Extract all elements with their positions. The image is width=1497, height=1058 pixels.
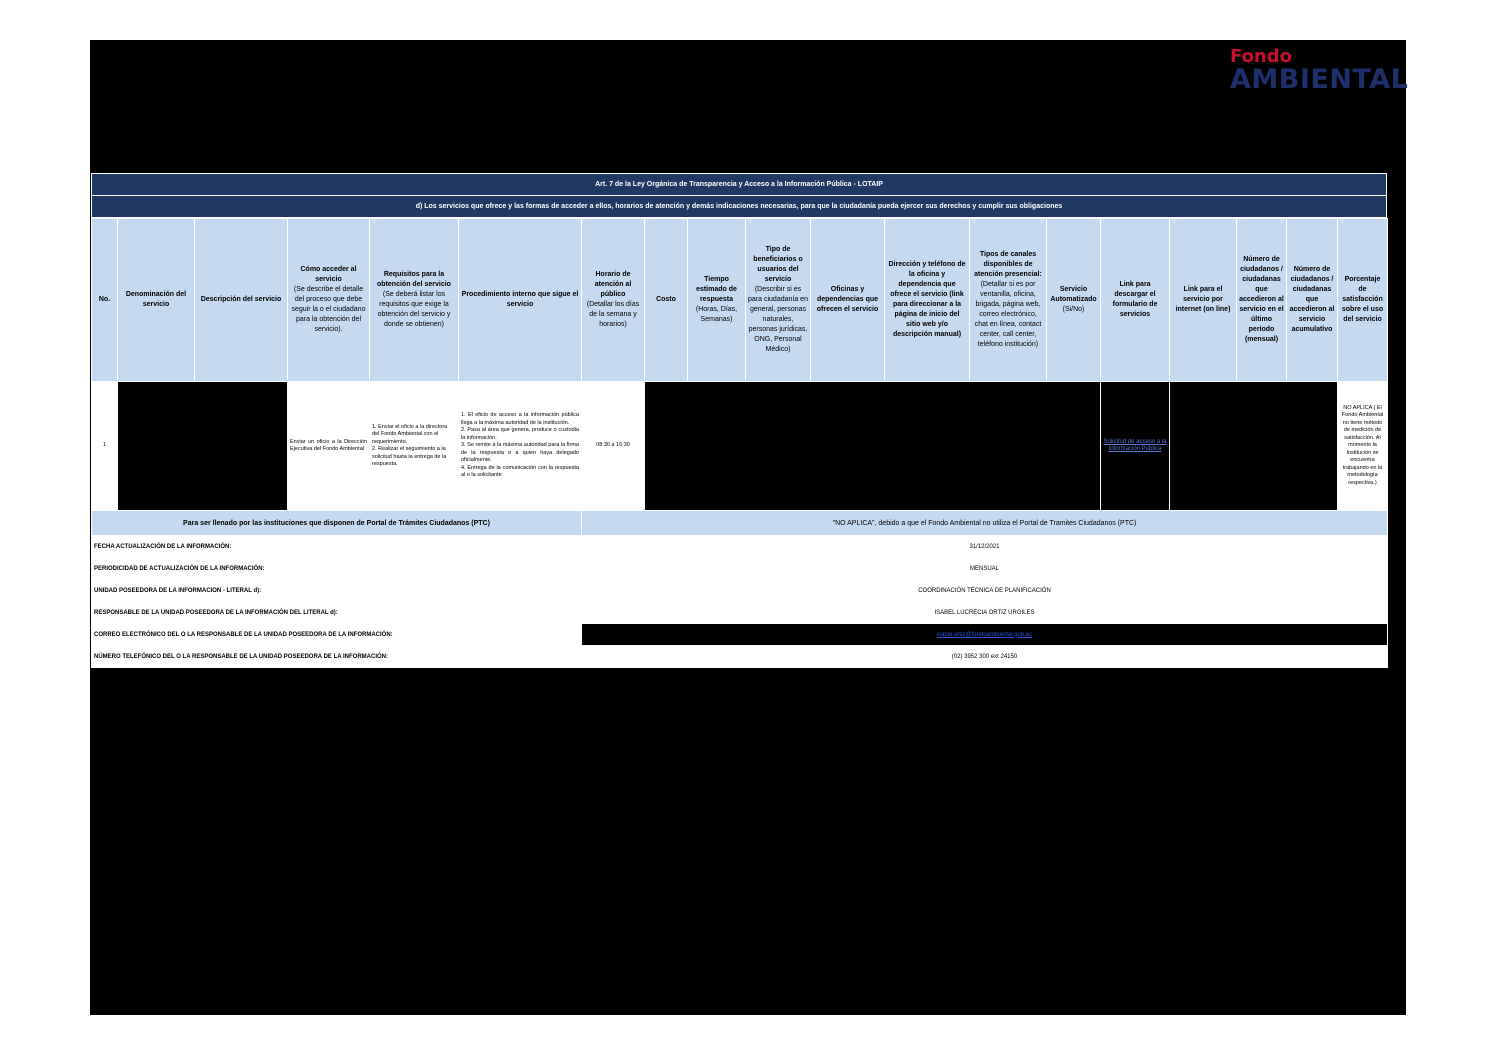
col-header: Oficinas y dependencias que ofrecen el servicio <box>811 219 885 382</box>
col-header: Link para el servicio por internet (on line) <box>1170 219 1237 382</box>
col-header: Denominación del servicio <box>118 219 195 382</box>
ptc-value: "NO APLICA", debido a que el Fondo Ambiental no utiliza el Portal de Tramites Ciudadanos (PTC) <box>582 511 1388 536</box>
metadata-table <box>91 510 1388 668</box>
cell-satisfaccion: NO APLICA ( El Fondo Ambiental no tiene método de medición de satisfacción. Al momento la Institución se encuentra trabajando en la metodología respectiva.) <box>1338 382 1388 511</box>
col-header: Horario de atención al público (Detallar los días de la semana y horarios) <box>582 219 645 382</box>
col-header: Dirección y teléfono de la oficina y dependencia que ofrece el servicio (link para direccionar a la página de inicio del sitio web y/o descripción manual) <box>885 219 970 382</box>
table-subtitle: d) Los servicios que ofrece y las formas de acceder a ellos, horarios de atención y demás indicaciones necesarias, para que la ciudadanía pueda ejercer sus derechos y cumplir sus obligaciones <box>92 196 1387 218</box>
footer-value: MENSUAL <box>582 558 1388 580</box>
footer-value: (02) 3952 300 ext 24150 <box>582 646 1388 668</box>
cell-horario: 08:30 a 16:30 <box>582 382 645 511</box>
footer-label: CORREO ELECTRÓNICO DEL O LA RESPONSABLE DE LA UNIDAD POSEEDORA DE LA INFORMACIÓN: <box>92 624 582 646</box>
cell-no: 1 <box>92 382 118 511</box>
ptc-label: Para ser llenado por las instituciones que disponen de Portal de Trámites Ciudadanos (PTC) <box>92 511 582 536</box>
footer-label: UNIDAD POSEEDORA DE LA INFORMACION - LITERAL d): <box>92 580 582 602</box>
footer-row-telefono <box>92 646 1388 668</box>
col-header: Porcentaje de satisfacción sobre el uso del servicio <box>1338 219 1388 382</box>
services-table <box>91 218 1388 511</box>
cell-procedimiento: 1. El oficio de acceso a la información pública llega a la máxima autoridad de la institución. 2. Pasa al área que genera, produce o custodia la información. 3. Se remite a la máxima autoridad para la firma de la respuesta o a quien haya delegado oficialmente. 4. Entrega de la comunicación con la respuesta al o la solicitante <box>459 382 582 511</box>
table-row <box>92 382 1388 511</box>
footer-row-responsable <box>92 602 1388 624</box>
col-header: Tipo de beneficiarios o usuarios del servicio (Describir si es para ciudadanía en general, personas naturales, personas jurídicas, ONG, Personal Médico) <box>746 219 811 382</box>
col-header: Tipos de canales disponibles de atención presencial: (Detallar si es por ventanilla, oficina, brigada, página web, correo electrónico, chat en línea, contact center, call center, teléfono institución) <box>970 219 1047 382</box>
footer-row-fecha <box>92 536 1388 558</box>
col-header: Servicio Automatizado (Si/No) <box>1047 219 1101 382</box>
footer-value: 31/12/2021 <box>582 536 1388 558</box>
footer-label: FECHA ACTUALIZACIÓN DE LA INFORMACIÓN: <box>92 536 582 558</box>
fondo-ambiental-logo <box>1230 46 1409 95</box>
cell-redacted <box>1170 382 1338 511</box>
col-header: Link para descargar el formulario de servicios <box>1101 219 1170 382</box>
formulario-link[interactable]: Solicitud de acceso a la Información Pública <box>1103 438 1167 452</box>
col-header: Número de ciudadanos / ciudadanas que accedieron al servicio acumulativo <box>1287 219 1338 382</box>
col-header: Tiempo estimado de respuesta (Horas, Días, Semanas) <box>688 219 746 382</box>
footer-row-unidad <box>92 580 1388 602</box>
document-page <box>90 40 1409 1015</box>
col-header: No. <box>92 219 118 382</box>
footer-row-periodicidad <box>92 558 1388 580</box>
logo-line-2: AMBIENTAL <box>1230 64 1409 95</box>
col-header: Descripción del servicio <box>195 219 288 382</box>
cell-como-acceder: Enviar un oficio a la Dirección Ejecutiva del Fondo Ambiental <box>288 382 370 511</box>
col-header: Número de ciudadanos / ciudadanas que accedieron al servicio en el último período (mensual) <box>1237 219 1287 382</box>
footer-value-email <box>582 624 1388 646</box>
cell-link-formulario <box>1101 382 1170 511</box>
footer-label: NÚMERO TELEFÓNICO DEL O LA RESPONSABLE DE LA UNIDAD POSEEDORA DE LA INFORMACIÓN: <box>92 646 582 668</box>
col-header: Costo <box>645 219 688 382</box>
col-header: Cómo acceder al servicio (Se describe el detalle del proceso que debe seguir la o el ciudadano para la obtención del servicio). <box>288 219 370 382</box>
header-table <box>91 173 1387 218</box>
logo-line-1: Fondo <box>1230 46 1292 67</box>
email-link[interactable]: isabel.ortiz@fondoambiental.gob.ec <box>936 631 1033 638</box>
cell-requisitos: 1. Enviar el oficio a la directora del Fondo Ambiental con el requerimiento. 2. Realizar el seguimiento a la solicitud hasta la entrega de la respuesta. <box>370 382 459 511</box>
col-header: Requisitos para la obtención del servicio (Se deberá listar los requisitos que exige la obtención del servicio y donde se obtienen) <box>370 219 459 382</box>
col-header: Procedimiento interno que sigue el servicio <box>459 219 582 382</box>
cell-redacted <box>118 382 288 511</box>
column-header-row <box>92 219 1388 382</box>
table-title: Art. 7 de la Ley Orgánica de Transparencia y Acceso a la Información Pública - LOTAIP <box>92 174 1387 196</box>
cell-redacted <box>645 382 1101 511</box>
footer-row-correo <box>92 624 1388 646</box>
footer-label: PERIODICIDAD DE ACTUALIZACIÓN DE LA INFORMACIÓN: <box>92 558 582 580</box>
footer-value: COORDINACIÓN TÉCNICA DE PLANIFICACIÓN <box>582 580 1388 602</box>
footer-value: ISABEL LUCRECIA ORTIZ URGILES <box>582 602 1388 624</box>
footer-label: RESPONSABLE DE LA UNIDAD POSEEDORA DE LA INFORMACIÓN DEL LITERAL d): <box>92 602 582 624</box>
ptc-row <box>92 511 1388 536</box>
